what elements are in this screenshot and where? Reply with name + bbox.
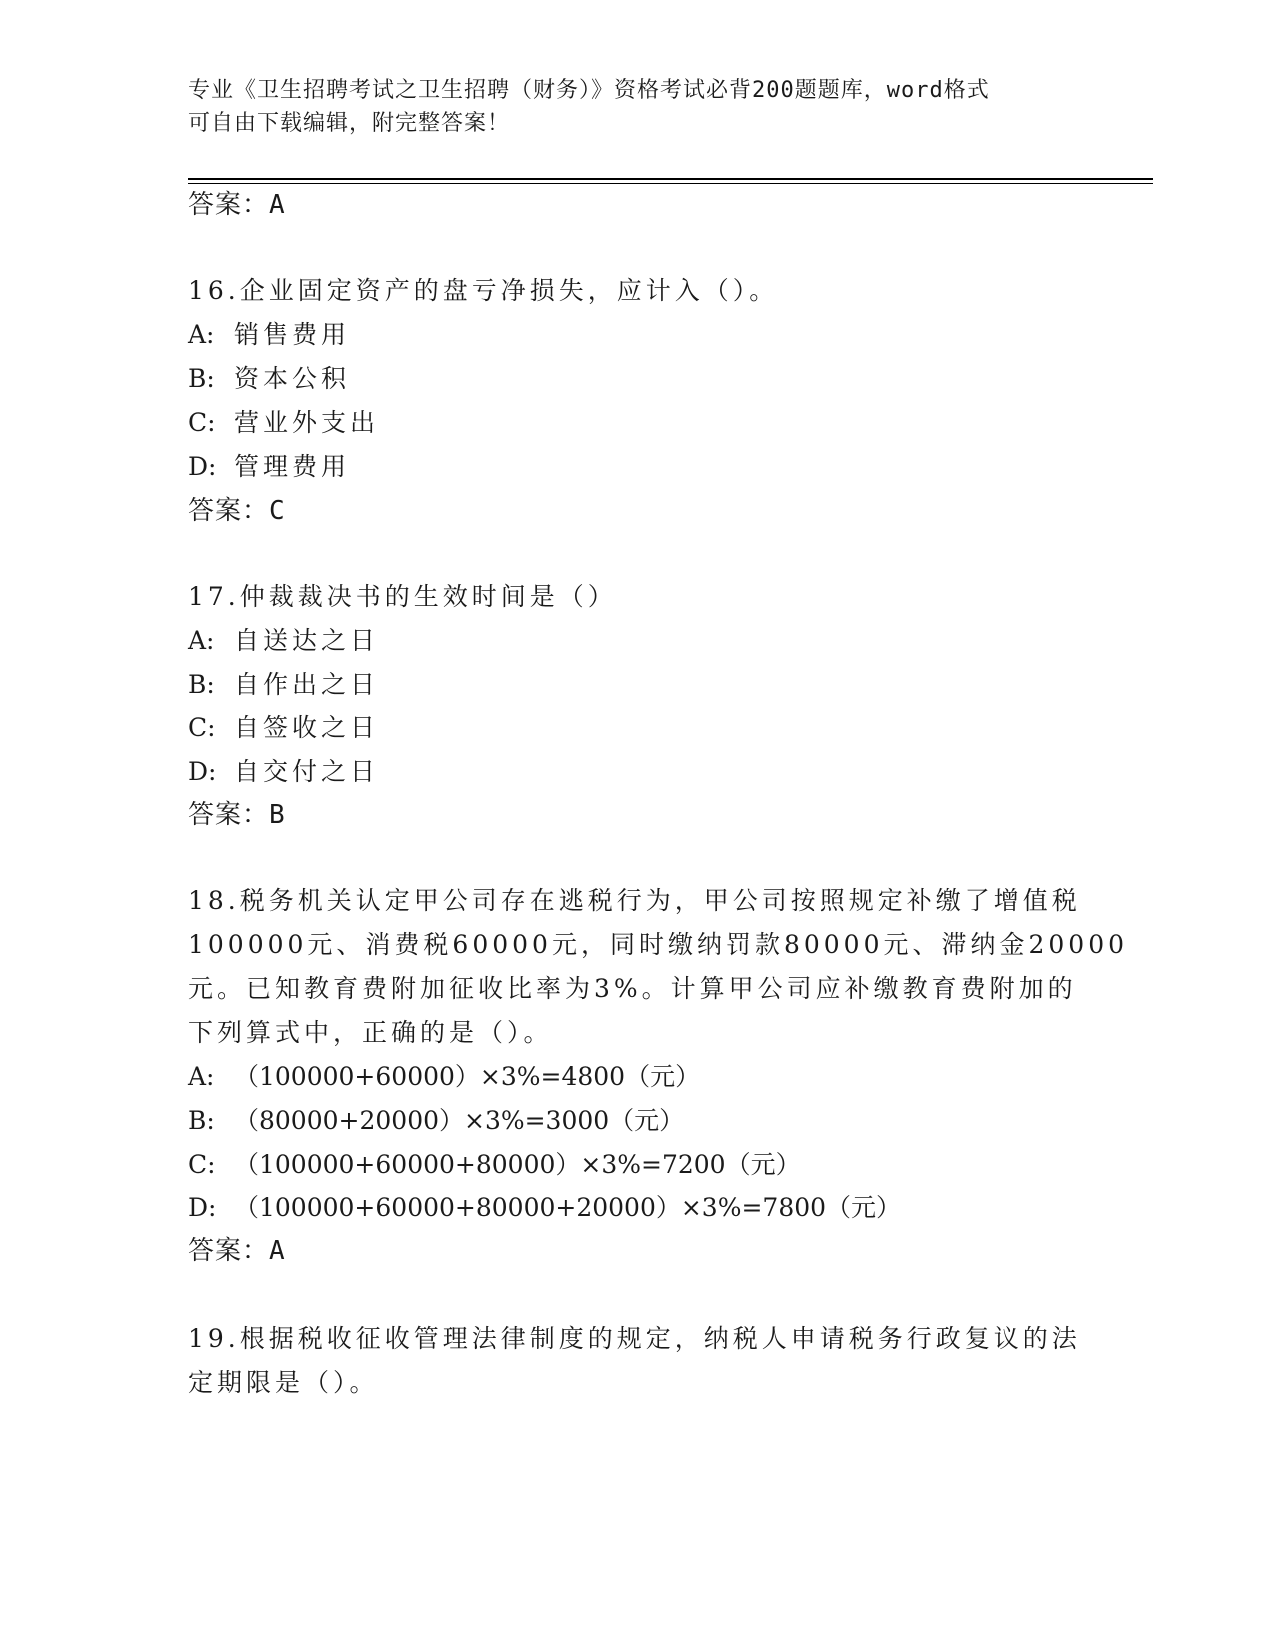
question-18-option-a [188, 1062, 700, 1092]
question-16-stem: 16.企业固定资产的盘亏净损失，应计入（）。 [188, 276, 779, 305]
option-letter: D: [188, 452, 217, 481]
question-18-stem-line-2: 100000元、消费税60000元，同时缴纳罚款80000元、滞纳金20000 [188, 930, 1129, 959]
question-18-answer: 答案：A [188, 1236, 286, 1266]
header-line-1: 专业《卫生招聘考试之卫生招聘（财务）》资格考试必背200题题库，word格式 [188, 78, 990, 103]
answer-prev: 答案：A [188, 190, 286, 220]
question-17-stem: 17.仲裁裁决书的生效时间是（） [188, 582, 617, 611]
option-text: 管理费用 [234, 452, 351, 481]
option-text: 自交付之日 [234, 757, 380, 786]
question-18-option-c [188, 1150, 801, 1180]
option-text: （100000+60000）×3%=4800（元） [234, 1062, 701, 1091]
option-letter: A: [188, 626, 215, 655]
question-18-stem-line-4: 下列算式中，正确的是（）。 [188, 1018, 553, 1047]
question-17-option-c [188, 713, 379, 743]
option-text: 自作出之日 [234, 670, 380, 699]
question-16-answer: 答案：C [188, 496, 286, 526]
option-text: （100000+60000+80000）×3%=7200（元） [234, 1150, 801, 1179]
option-text: 营业外支出 [234, 408, 380, 437]
document-header [188, 74, 1068, 140]
question-17-answer: 答案：B [188, 800, 286, 830]
question-17-option-b [188, 670, 379, 700]
question-16-option-c [188, 408, 379, 438]
option-letter: C: [188, 1150, 216, 1179]
option-letter: B: [188, 670, 215, 699]
question-18-stem-line-3: 元。已知教育费附加征收比率为3%。计算甲公司应补缴教育费附加的 [188, 974, 1077, 1003]
option-text: （100000+60000+80000+20000）×3%=7800（元） [234, 1193, 902, 1222]
option-letter: A: [188, 1062, 215, 1091]
option-text: （80000+20000）×3%=3000（元） [234, 1106, 685, 1135]
option-text: 自送达之日 [234, 626, 380, 655]
option-letter: A: [188, 320, 215, 349]
header-divider [188, 178, 1153, 184]
option-letter: B: [188, 364, 215, 393]
question-16-option-a [188, 320, 350, 350]
question-18-option-b [188, 1106, 684, 1136]
question-18-option-d [188, 1193, 901, 1223]
option-text: 资本公积 [234, 364, 351, 393]
question-17-option-a [188, 626, 379, 656]
option-letter: C: [188, 713, 216, 742]
option-letter: D: [188, 757, 217, 786]
question-19-stem-line-1: 19.根据税收征收管理法律制度的规定，纳税人申请税务行政复议的法 [188, 1324, 1081, 1353]
header-line-2: 可自由下载编辑，附完整答案！ [188, 111, 511, 136]
option-letter: B: [188, 1106, 215, 1135]
option-letter: C: [188, 408, 216, 437]
question-18-stem-line-1: 18.税务机关认定甲公司存在逃税行为，甲公司按照规定补缴了增值税 [188, 886, 1081, 915]
option-text: 自签收之日 [234, 713, 380, 742]
option-text: 销售费用 [234, 320, 351, 349]
question-16-option-d [188, 452, 350, 482]
option-letter: D: [188, 1193, 217, 1222]
question-16-option-b [188, 364, 350, 394]
question-17-option-d [188, 757, 379, 787]
question-19-stem-line-2: 定期限是（）。 [188, 1368, 379, 1397]
